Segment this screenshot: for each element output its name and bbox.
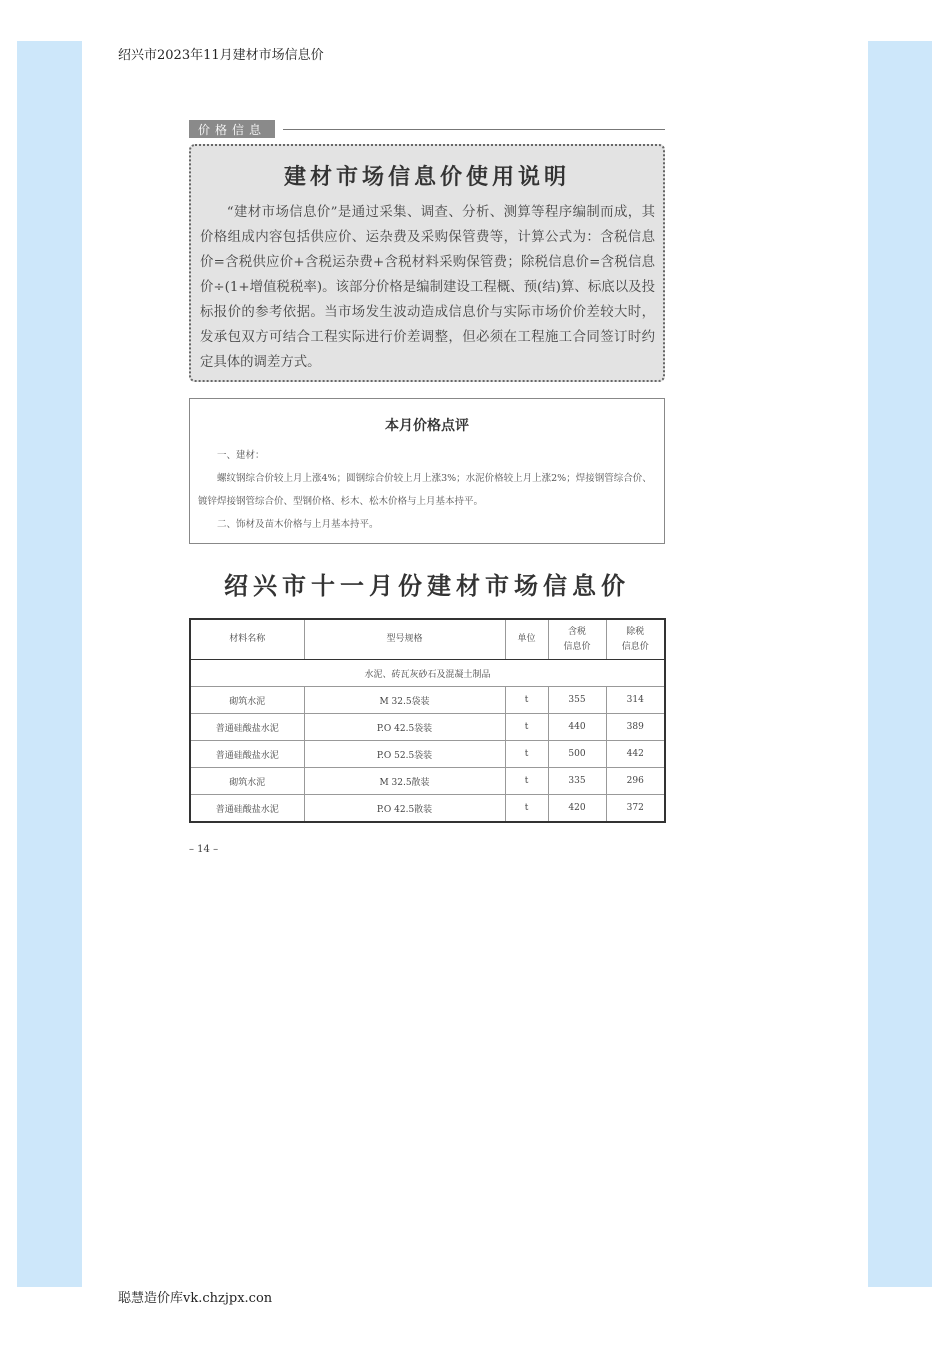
cell-notax-price: 296 bbox=[606, 768, 665, 795]
review-line: 螺纹钢综合价较上月上涨4%；圆钢综合价较上月上涨3%；水泥价格较上月上涨2%；焊接钢管综合价、镀锌焊接钢管综合价、型钢价格、杉木、松木价格与上月基本持平。 bbox=[198, 473, 652, 507]
cell-name: 砌筑水泥 bbox=[190, 687, 304, 714]
cell-name: 普通硅酸盐水泥 bbox=[190, 741, 304, 768]
table-row bbox=[190, 714, 665, 741]
cell-notax-price: 442 bbox=[606, 741, 665, 768]
review-title: 本月价格点评 bbox=[385, 418, 469, 434]
page-number: – 14 – bbox=[189, 844, 219, 855]
cell-spec: P.O 42.5袋装 bbox=[304, 714, 505, 741]
header-unit: 单位 bbox=[505, 619, 548, 660]
header-spec: 型号规格 bbox=[304, 619, 505, 660]
review-line: 二、饰材及苗木价格与上月基本持平。 bbox=[217, 519, 379, 530]
price-table bbox=[189, 618, 666, 823]
section-divider bbox=[283, 129, 665, 130]
cell-tax-price: 440 bbox=[548, 714, 606, 741]
cell-tax-price: 420 bbox=[548, 795, 606, 823]
right-margin-band bbox=[868, 41, 932, 1287]
cell-tax-price: 500 bbox=[548, 741, 606, 768]
header-tax-price: 含税 信息价 bbox=[548, 619, 606, 660]
table-header-row bbox=[190, 619, 665, 660]
cell-tax-price: 355 bbox=[548, 687, 606, 714]
cell-spec: M 32.5散装 bbox=[304, 768, 505, 795]
cell-name: 砌筑水泥 bbox=[190, 768, 304, 795]
cell-spec: P.O 52.5袋装 bbox=[304, 741, 505, 768]
cell-unit: t bbox=[505, 795, 548, 823]
review-line: 一、建材： bbox=[217, 450, 265, 461]
cell-unit: t bbox=[505, 714, 548, 741]
header-notax-price: 除税 信息价 bbox=[606, 619, 665, 660]
price-table-title: 绍兴市十一月份建材市场信息价 bbox=[224, 572, 630, 600]
section-tag-row bbox=[189, 120, 665, 138]
usage-notes-box bbox=[189, 144, 665, 382]
table-row bbox=[190, 741, 665, 768]
category-label: 水泥、砖瓦灰砂石及混凝土制品 bbox=[190, 660, 665, 687]
header-material-name: 材料名称 bbox=[190, 619, 304, 660]
table-row bbox=[190, 768, 665, 795]
cell-unit: t bbox=[505, 768, 548, 795]
category-row bbox=[190, 660, 665, 687]
table-row bbox=[190, 795, 665, 823]
cell-notax-price: 389 bbox=[606, 714, 665, 741]
cell-notax-price: 372 bbox=[606, 795, 665, 823]
cell-name: 普通硅酸盐水泥 bbox=[190, 795, 304, 823]
review-body bbox=[198, 444, 658, 536]
cell-notax-price: 314 bbox=[606, 687, 665, 714]
usage-title: 建材市场信息价使用说明 bbox=[283, 165, 570, 190]
table-row bbox=[190, 687, 665, 714]
left-margin-band bbox=[17, 41, 82, 1287]
monthly-review-box bbox=[189, 398, 665, 544]
document-header: 绍兴市2023年11月建材市场信息价 bbox=[118, 48, 324, 63]
cell-unit: t bbox=[505, 741, 548, 768]
cell-spec: M 32.5袋装 bbox=[304, 687, 505, 714]
cell-tax-price: 335 bbox=[548, 768, 606, 795]
cell-unit: t bbox=[505, 687, 548, 714]
cell-spec: P.O 42.5散装 bbox=[304, 795, 505, 823]
document-footer: 聪慧造价库vk.chzjpx.con bbox=[118, 1291, 273, 1306]
section-tag: 价格信息 bbox=[189, 120, 275, 138]
usage-body: “建材市场信息价”是通过采集、调查、分析、测算等程序编制而成，其价格组成内容包括供应价、运杂费及采购保管费等，计算公式为：含税信息价=含税供应价+含税运杂费+含税材料采购保管费；除税信息价=含税信息价÷(1+增值税税率)。该部分价格是编制建设工程概、预(结)算、标底以及投标报价的参考依据。当市场发生波动造成信息价与实际市场价价差较大时，发承包双方可结合工程实际进行价差调整，但必须在工程施工合同签订时约定具体的调差方式。 bbox=[200, 205, 655, 370]
cell-name: 普通硅酸盐水泥 bbox=[190, 714, 304, 741]
